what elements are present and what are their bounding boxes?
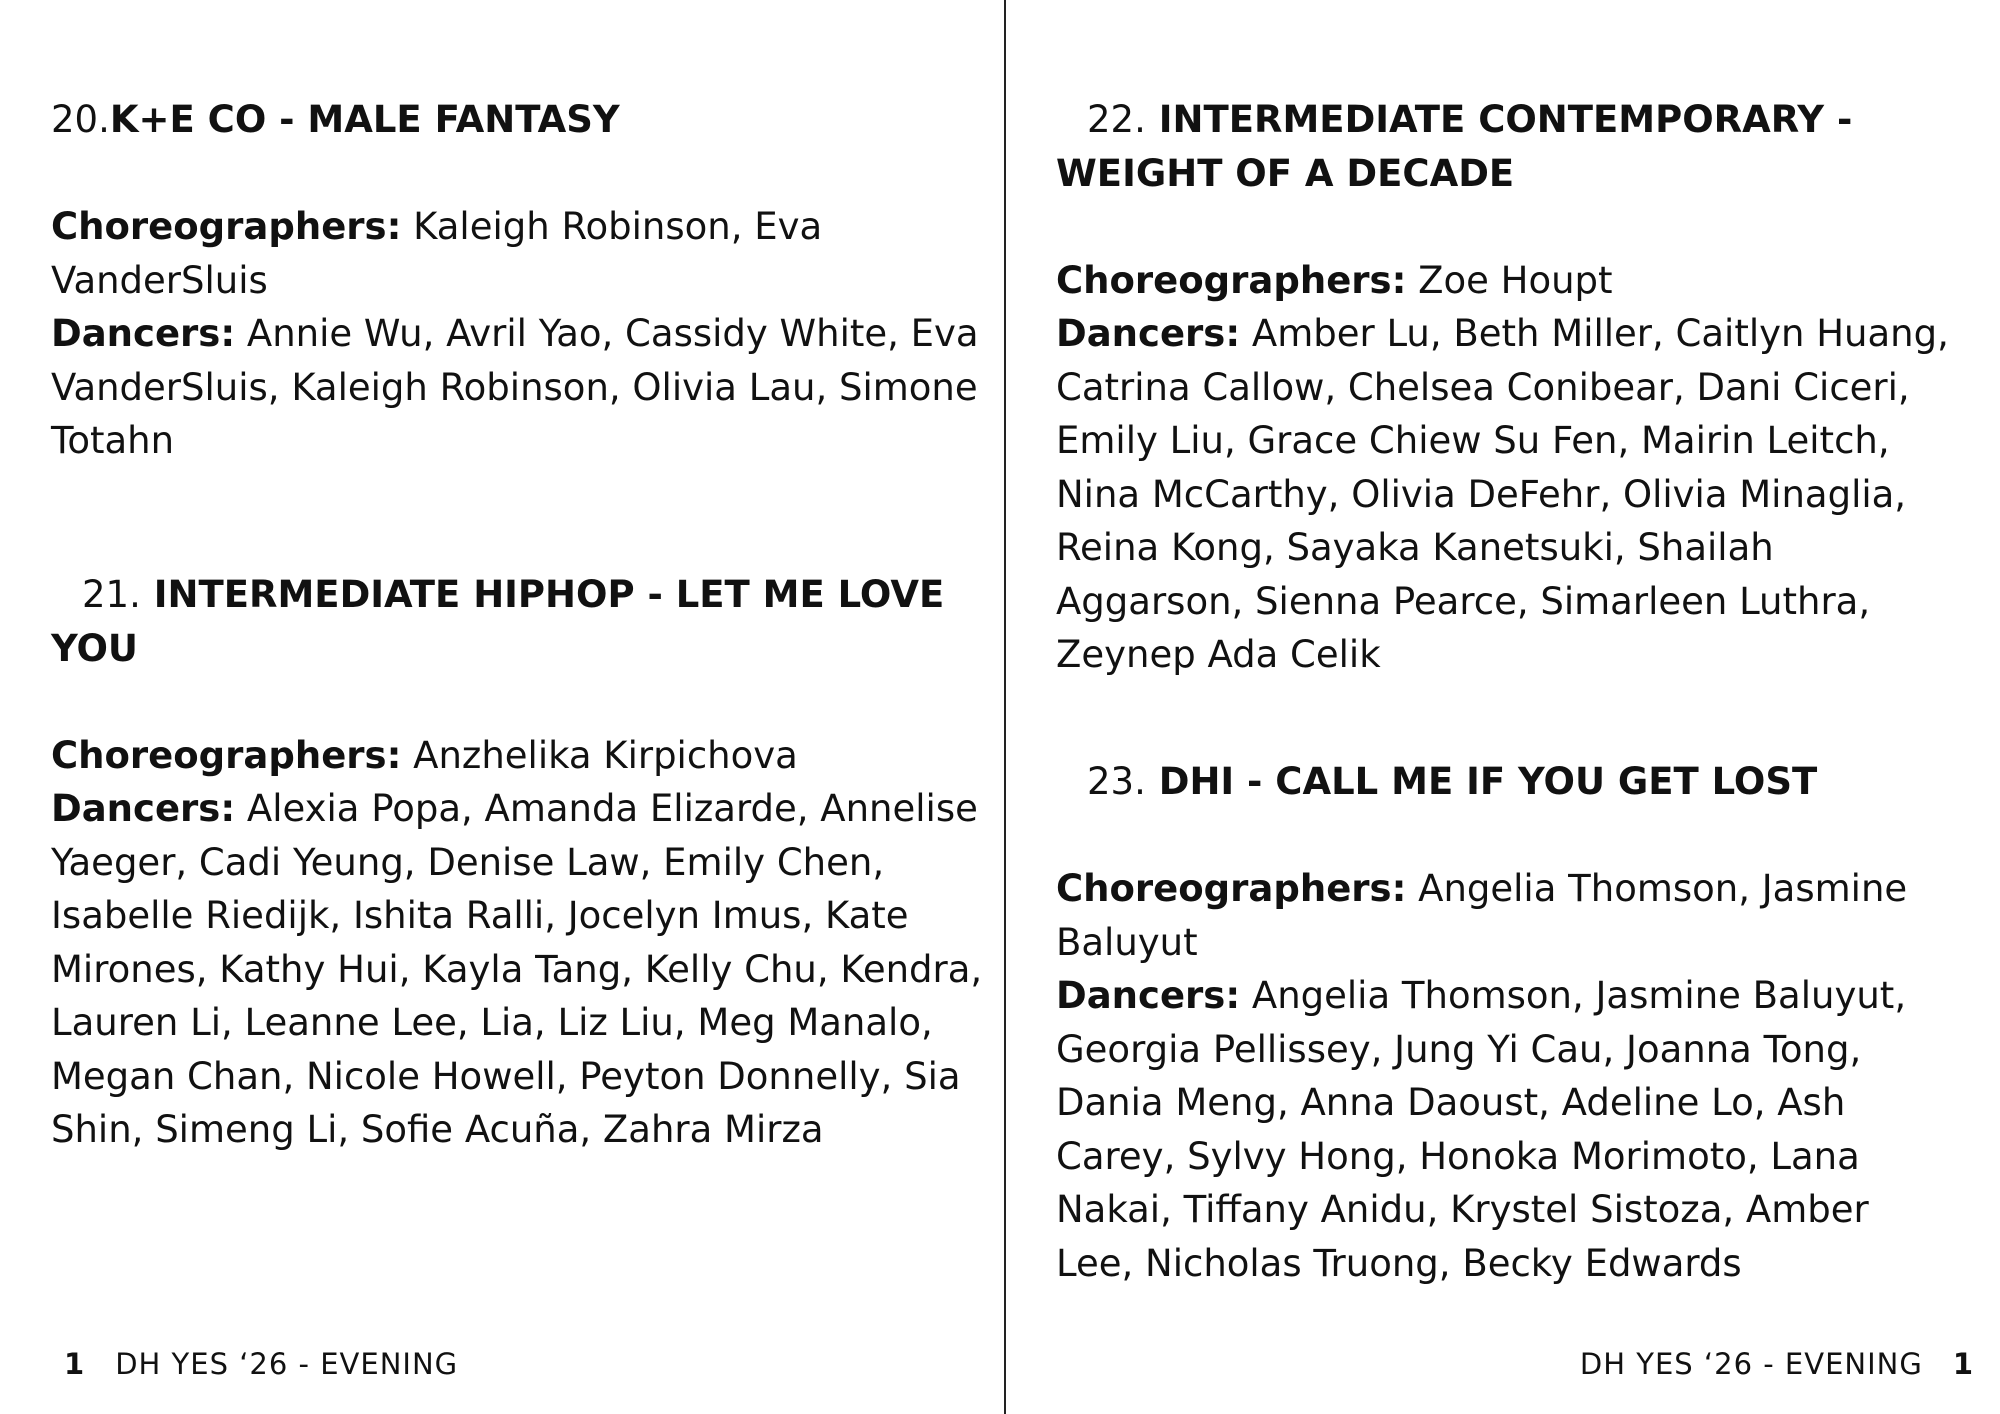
piece-number: 20. <box>51 98 110 141</box>
piece-name: INTERMEDIATE HIPHOP - LET ME LOVE YOU <box>51 573 945 670</box>
choreographers-names: Angelia Thomson, Jasmine Baluyut <box>1056 867 1908 964</box>
dancers-line <box>51 307 991 468</box>
choreographers-names: Kaleigh Robinson, Eva VanderSluis <box>51 205 823 302</box>
piece-title <box>51 93 991 147</box>
footer-right <box>1580 1346 1974 1382</box>
choreographers-label: Choreographers: <box>51 205 402 248</box>
program-piece-22 <box>1056 93 1956 682</box>
footer-left <box>64 1346 458 1382</box>
piece-number: 21. <box>82 573 141 616</box>
piece-name: K+E CO - MALE FANTASY <box>109 98 620 141</box>
dancers-label: Dancers: <box>51 787 236 830</box>
dancers-names: Angelia Thomson, Jasmine Baluyut, Georgia Pellissey, Jung Yi Cau, Joanna Tong, Dania Meng, Anna Daoust, Adeline Lo, Ash Carey, Sylvy Hong, Honoka Morimoto, Lana Nakai, Tiffany Anidu, Krystel Sistoza, Amber Lee, Nicholas Truong, Becky Edwards <box>1056 974 1907 1285</box>
choreographers-label: Choreographers: <box>1056 867 1407 910</box>
choreographers-line <box>1056 862 1956 969</box>
dancers-names: Amber Lu, Beth Miller, Caitlyn Huang, Catrina Callow, Chelsea Conibear, Dani Ciceri, Emily Liu, Grace Chiew Su Fen, Mairin Leitch, Nina McCarthy, Olivia DeFehr, Olivia Minaglia, Reina Kong, Sayaka Kanetsuki, Shailah Aggarson, Sienna Pearce, Simarleen Luthra, Zeynep Ada Celik <box>1056 312 1949 676</box>
dancers-line <box>1056 307 1956 682</box>
piece-name: DHI - CALL ME IF YOU GET LOST <box>1158 760 1818 803</box>
choreographers-names: Anzhelika Kirpichova <box>413 733 798 777</box>
footer-text: DH YES ‘26 - EVENING <box>1579 1347 1923 1381</box>
page-number: 1 <box>64 1347 86 1381</box>
page-divider <box>1004 0 1006 1414</box>
piece-title <box>51 568 991 675</box>
choreographers-names: Zoe Houpt <box>1418 258 1613 302</box>
page-number: 1 <box>1952 1347 1974 1381</box>
program-piece-23 <box>1056 755 1956 1290</box>
choreographers-line <box>1056 254 1956 308</box>
choreographers-label: Choreographers: <box>51 733 402 777</box>
choreographers-line <box>51 729 991 783</box>
dancers-label: Dancers: <box>1056 974 1241 1017</box>
piece-title <box>1056 93 1956 200</box>
piece-name: INTERMEDIATE CONTEMPORARY - WEIGHT OF A DECADE <box>1056 98 1853 195</box>
choreographers-line <box>51 200 991 307</box>
dancers-names: Annie Wu, Avril Yao, Cassidy White, Eva VanderSluis, Kaleigh Robinson, Olivia Lau, Simone Totahn <box>51 312 979 462</box>
dancers-line <box>51 782 991 1157</box>
dancers-line <box>1056 969 1956 1290</box>
choreographers-label: Choreographers: <box>1056 258 1407 302</box>
program-piece-21 <box>51 568 991 1157</box>
footer-text: DH YES ‘26 - EVENING <box>115 1347 459 1381</box>
piece-number: 23. <box>1087 760 1146 803</box>
dancers-label: Dancers: <box>51 312 236 355</box>
piece-number: 22. <box>1087 98 1146 141</box>
piece-title <box>1056 755 1956 809</box>
dancers-names: Alexia Popa, Amanda Elizarde, Annelise Yaeger, Cadi Yeung, Denise Law, Emily Chen, Isabelle Riedijk, Ishita Ralli, Jocelyn Imus, Kate Mirones, Kathy Hui, Kayla Tang, Kelly Chu, Kendra, Lauren Li, Leanne Lee, Lia, Liz Liu, Meg Manalo, Megan Chan, Nicole Howell, Peyton Donnelly, Sia Shin, Simeng Li, Sofie Acuña, Zahra Mirza <box>51 787 983 1151</box>
program-piece-20 <box>51 93 991 468</box>
dancers-label: Dancers: <box>1056 312 1241 355</box>
